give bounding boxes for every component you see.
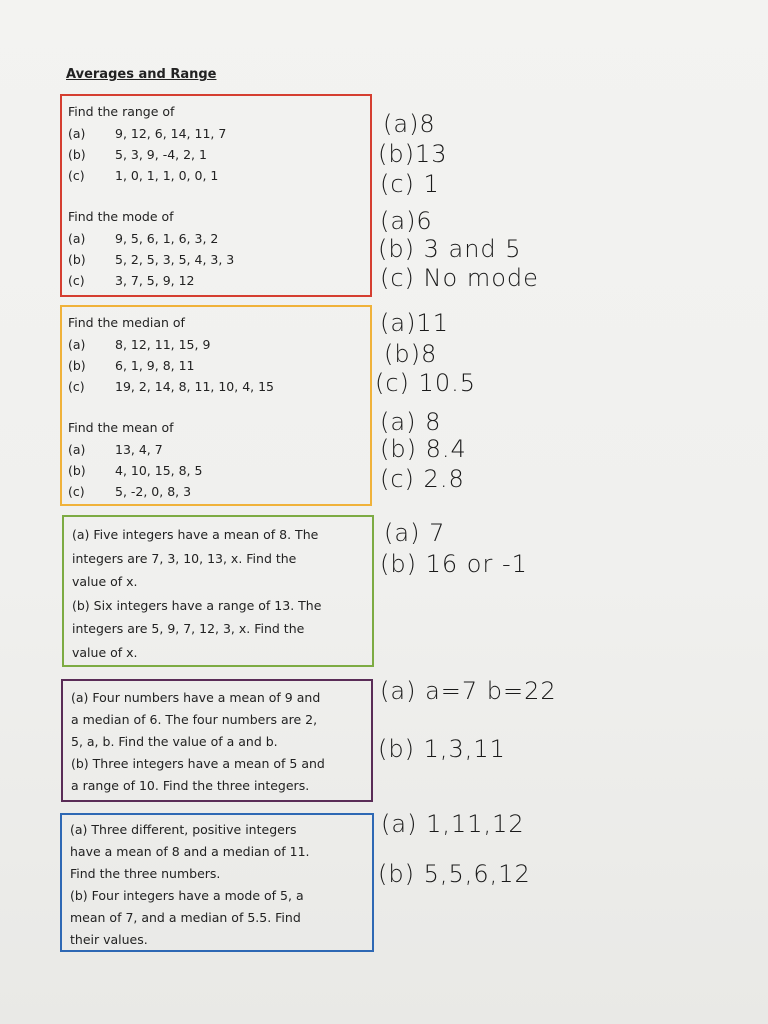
handwritten-answer: (b)13 — [378, 140, 448, 168]
problem-line: integers are 7, 3, 10, 13, x. Find the — [72, 550, 297, 566]
mean-item-label: (b) — [68, 463, 86, 478]
mean-median-problem-box — [61, 679, 373, 802]
range-item-label: (b) — [68, 147, 86, 162]
median-item-label: (b) — [68, 358, 86, 373]
problem-line: their values. — [70, 932, 148, 947]
mode-item-values: 3, 7, 5, 9, 12 — [115, 273, 195, 288]
handwritten-answer: (c) 10.5 — [375, 369, 476, 397]
handwritten-answer: (c) No mode — [380, 264, 539, 292]
mean-range-problem-box — [62, 515, 374, 667]
handwritten-answer: (a)11 — [380, 309, 449, 337]
handwritten-answer: (a)6 — [380, 207, 433, 235]
handwritten-answer: (b) 16 or -1 — [380, 550, 528, 578]
median-item-label: (c) — [68, 379, 85, 394]
mode-item-label: (b) — [68, 252, 86, 267]
mode-item-values: 9, 5, 6, 1, 6, 3, 2 — [115, 231, 219, 246]
handwritten-answer: (a) 8 — [380, 408, 442, 436]
median-item-values: 6, 1, 9, 8, 11 — [115, 358, 195, 373]
range-item-label: (c) — [68, 168, 85, 183]
problem-line: value of x. — [72, 644, 138, 660]
median-item-values: 8, 12, 11, 15, 9 — [115, 337, 211, 352]
handwritten-answer: (c) 1 — [380, 170, 440, 198]
median-item-label: (a) — [68, 337, 86, 352]
problem-line: (a) Five integers have a mean of 8. The — [72, 527, 319, 542]
mode-heading: Find the mode of — [68, 209, 174, 224]
problem-text — [72, 523, 370, 664]
handwritten-answer: (a) 7 — [384, 519, 446, 547]
median-mean-box — [60, 305, 372, 506]
range-item-values: 5, 3, 9, -4, 2, 1 — [115, 147, 207, 162]
range-item-label: (a) — [68, 126, 86, 141]
handwritten-answer: (b) 1,3,11 — [378, 735, 506, 763]
handwritten-answer: (b) 5,5,6,12 — [378, 860, 531, 888]
problem-line: integers are 5, 9, 7, 12, 3, x. Find the — [72, 621, 305, 636]
mode-item-label: (a) — [68, 231, 86, 246]
problem-line: (b) Four integers have a mode of 5, a — [70, 888, 304, 903]
range-heading: Find the range of — [68, 104, 175, 119]
handwritten-answer: (b)8 — [384, 340, 438, 368]
problem-line: (b) Three integers have a mean of 5 and — [71, 756, 325, 771]
problem-line: mean of 7, and a median of 5.5. Find — [70, 910, 301, 925]
mean-item-values: 13, 4, 7 — [115, 442, 163, 457]
handwritten-answer: (b) 8.4 — [380, 435, 467, 463]
mode-mean-median-problem-box — [60, 813, 374, 952]
mean-heading: Find the mean of — [68, 420, 174, 435]
problem-text — [70, 819, 368, 951]
worksheet-title: Averages and Range — [66, 67, 217, 82]
handwritten-answer: (a)8 — [383, 110, 436, 138]
problem-text — [71, 687, 369, 797]
range-item-values: 9, 12, 6, 14, 11, 7 — [115, 126, 227, 141]
mean-item-values: 4, 10, 15, 8, 5 — [115, 463, 203, 478]
mode-item-label: (c) — [68, 273, 85, 288]
problem-line: Find the three numbers. — [70, 866, 221, 881]
handwritten-answer: (c) 2.8 — [380, 465, 465, 493]
problem-line: have a mean of 8 and a median of 11. — [70, 844, 310, 859]
problem-line: (b) Six integers have a range of 13. The — [72, 597, 322, 613]
problem-line: a range of 10. Find the three integers. — [71, 778, 310, 793]
mode-item-values: 5, 2, 5, 3, 5, 4, 3, 3 — [115, 252, 235, 267]
median-heading: Find the median of — [68, 315, 185, 330]
mean-item-label: (c) — [68, 484, 85, 499]
problem-line: value of x. — [72, 574, 138, 589]
problem-line: (a) Three different, positive integers — [70, 822, 297, 837]
handwritten-answer: (a) 1,11,12 — [381, 810, 525, 838]
problem-line: 5, a, b. Find the value of a and b. — [71, 734, 278, 749]
median-item-values: 19, 2, 14, 8, 11, 10, 4, 15 — [115, 379, 275, 394]
problem-line: (a) Four numbers have a mean of 9 and — [71, 690, 321, 705]
mean-item-values: 5, -2, 0, 8, 3 — [115, 484, 192, 499]
handwritten-answer: (a) a=7 b=22 — [380, 677, 557, 705]
mean-item-label: (a) — [68, 442, 86, 457]
range-mode-box — [60, 94, 372, 297]
problem-line: a median of 6. The four numbers are 2, — [71, 712, 318, 727]
handwritten-answer: (b) 3 and 5 — [378, 235, 522, 263]
range-item-values: 1, 0, 1, 1, 0, 0, 1 — [115, 168, 219, 183]
